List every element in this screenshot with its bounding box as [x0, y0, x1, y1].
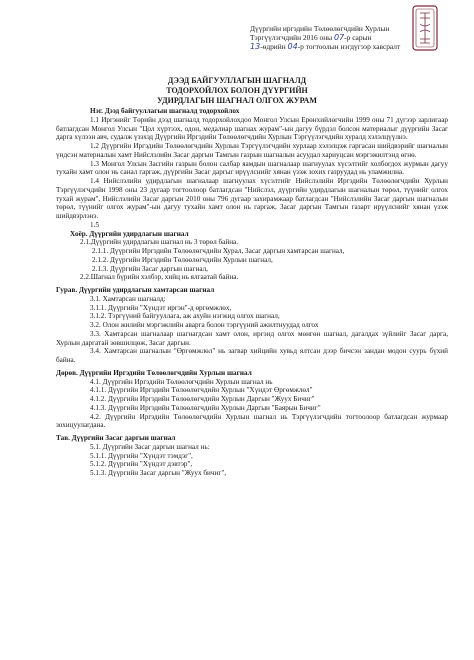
item-2-1-3: 2.1.3. Дүүргийн Засаг даргын шагнал,	[92, 264, 208, 273]
item-4-1-1: 4.1.1. Дүүргийн Иргэдийн Төлөөлөгчдийн Хурлын "Хүндэт Өргөмжлөл"	[90, 386, 313, 395]
item-5-1-2: 5.1.2. Дүүргийн "Хүндэт дэвтэр",	[90, 460, 193, 469]
item-5-1-3: 5.1.3. Дүүргийн Засаг даргын "Жуух бичиг",	[90, 469, 227, 477]
document-body	[56, 107, 448, 478]
handwritten-month: 07	[334, 33, 345, 43]
title-line-3: УДИРДЛАГЫН ШАГНАЛ ОЛГОХ ЖУРАМ	[157, 96, 317, 105]
section-3-heading: Гурав. Дүүргийн удирдлагын хамтарсан шагнал	[56, 286, 215, 294]
item-2-1-1: 2.1.1. Дүүргийн Иргэдийн Төлөөлөгчдийн Хурал, Засаг даргын хамтарсан шагнал,	[92, 247, 345, 255]
item-2-1-2: 2.1.2. Дүүргийн Иргэдийн Төлөөлөгчдийн Хурлын шагнал,	[92, 255, 273, 264]
item-4-1-3: 4.1.3. Дүүргийн Иргэдийн Төлөөлөгчдийн Хурлын Даргын "Баярын Бичиг"	[90, 403, 321, 412]
section-2-heading: Хоёр. Дүүргийн удирдлагын шагнал	[70, 229, 189, 238]
seal-stamp-icon	[410, 4, 440, 52]
attachment-note-line-2: Тэргүүлэгчдийн 2016 оны 07-р сарын	[250, 33, 372, 43]
item-3-2: 3.2. Олон жилийн мэргэжлийн аварга болон тэргүүний ажилтнуудад олгох	[90, 321, 319, 329]
paragraph-1-4: 1.4 Нийслэлийн удирдлагын шагналаар шагнуулах хүсэлтийг Нийслэлийн Иргэдийн Төлөөлөгчдийн Хурлын Тэргүүлэгчдийн 1998 оны 23 дугаар тогтоолоор батлагдсан "Нийслэл, дүүргийн удирдлагын шагналын төрөл, түүнийг олгох тухай журам", Нийслэлийн Засаг даргын 2010 оны 796 дугаар захирамжаар батлагдсан "Нийслэлийн Засаг даргын шагналын төрөл, түүнийг олгох журам"-ын дагуу тухайн хамт олон нь гаргаж, Засаг даргын Тамгын газарт ирүүлснийг хянан үзэж шийдвэрлэнэ.	[56, 177, 448, 220]
paragraph-1-3: 1.3 Монгол Улсын Засгийн газрын болон салбар яамдын шагналаар шагнуулах хүсэлтийг холбогдох журмын дагуу тухайн хамт олон нь санал гаргаж, дүүргийн Засаг даргыг ирүүлснийг хянан үзэж зохих газруудад нь уламжилна.	[56, 159, 448, 177]
attachment-note-line-3: 13-өдрийн 04-р тогтоолын нэгдүгээр хавсралт	[250, 42, 401, 52]
title-line-2: ТОДОРХОЙЛОХ БОЛОН ДҮҮРГИЙН	[166, 86, 308, 95]
handwritten-number: 04	[287, 42, 298, 52]
item-3-4: 3.4. Хамтарсан шагналын "Өргөмжлөл" нь загвар хийцийн хувьд ялтсан дээр бичсэн зандан модон суурь бүхий байна.	[56, 347, 448, 364]
paragraph-1-5: 1.5	[90, 220, 99, 229]
document-title	[0, 76, 474, 106]
section-1-heading: Нэг. Дээд байгууллагын шагналд тодорхойлох	[90, 107, 240, 115]
title-line-1: ДЭЭД БАЙГУУЛЛАГЫН ШАГНАЛД	[167, 76, 307, 85]
paragraph-1-2: 1.2 Дүүргийн Иргэдийн Төлөөлөгчдийн Хурлын Тэргүүлэгчдийн хурлаар хэлэлцэж гаргасан шийдвэрийг шагналын үндсэн материалын хамт Нийслэлийн Засаг даргын Тамгын газрын шагналын асуудал хариуцсан мэргэжилтэнд өгнө.	[56, 142, 448, 159]
item-3-1-2: 3.1.2. Тэргүүний байгууллага, аж ахуйн нэгжид олгох шагнал,	[90, 312, 280, 321]
section-5-heading: Тав. Дүүргийн Засаг даргын шагнал	[56, 434, 176, 442]
item-4-1: 4.1. Дүүргийн Иргэдийн Төлөөлөгчдийн Хурлын шагнал нь	[90, 377, 273, 386]
paragraph-1-1: 1.1 Иргэнийг Төрийн дээд шагналд тодорхойлохдоо Монгол Улсын Ерөнхийлөгчийн 1999 оны 71 дүгээр зарлигаар батлагдсан Монгол Улсын "Цол хүртээх, одон, медалиар шагнах журам"-ын дагуу бүрдэл болсон материалыг дүүргийн Засаг дарга хүлээн авч, судалж үзэхэд Дүүргийн Иргэдийн Төлөөлөгчдийн Хурлын Тэргүүлэгчдийн хуралд хэлэлцүүлнэ.	[56, 115, 448, 142]
section-4-heading: Дөрөв. Дүүргийн Иргэдийн Төлөөлөгчдийн Хурлын шагнал	[56, 368, 252, 377]
item-4-2: 4.2. Дүүргийн Иргэдийн Төлөөлөгчдийн Хурлын шагнал нь Тэргүүлэгчдийн тогтоолоор батлагдсан журмаар зохицуулагдана.	[56, 412, 448, 430]
item-2-2: 2.2.Шагнал бүрийн хэлбэр, хийц нь ялгаатай байна.	[80, 273, 239, 282]
handwritten-day: 13	[250, 42, 261, 52]
item-2-1: 2.1.Дүүргийн удирдлагын шагнал нь 3 төрөл байна.	[80, 238, 239, 247]
item-3-3: 3.3. Хамтарсан шагналаар шагнагдсан хамт олон, иргэнд олгох мөнгөн шагнал, дагалдах зүйлийг Засаг дарга, Хурлын даргатай зөвшилцөж, Засаг даргын.	[56, 329, 448, 347]
item-3-1: 3.1. Хамтарсан шагналд:	[90, 294, 166, 303]
attachment-note-line-1: Дүүргийн иргэдийн Төлөөлөгчдийн Хурлын	[250, 24, 390, 33]
item-3-1-1: 3.1.1. Дүүргийн "Хүндэт иргэн"-д өргөмжлөх,	[90, 303, 232, 312]
item-5-1: 5.1. Дүүргийн Засаг даргын шагнал нь:	[90, 442, 210, 451]
item-4-1-2: 4.1.2. Дүүргийн Иргэдийн Төлөөлөгчдийн Хурлын Даргын "Жуух Бичиг"	[90, 395, 315, 403]
item-5-1-1: 5.1.1. Дүүргийн "Хүндэт тэмдэг",	[90, 451, 193, 460]
